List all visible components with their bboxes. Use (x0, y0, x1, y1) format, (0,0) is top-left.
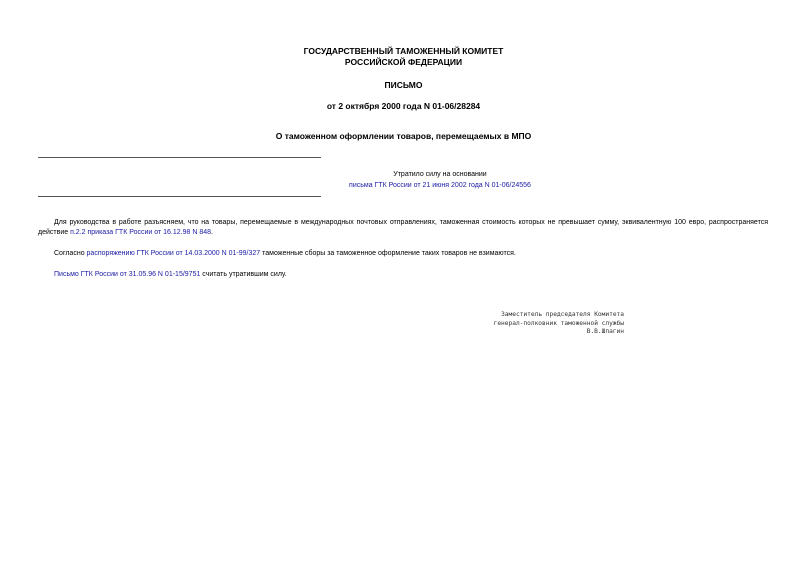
bottom-divider (38, 196, 321, 197)
signature-block (440, 311, 624, 337)
document-subject: О таможенном оформлении товаров, перемещаемых в МПО (275, 131, 532, 141)
decree-327-link[interactable]: распоряжению ГТК России от 14.03.2000 N 01-99/327 (86, 250, 261, 257)
paragraph-3: Письмо ГТК России от 31.05.96 N 01-15/9751 считать утратившим силу. (54, 271, 287, 278)
paragraph-1-text: Для руководства в работе разъясняем, что на товары, перемещаемые в международных почтовых отправлениях, таможенная стоимость которых не превышает сумму, эквивалентную 100 евро, распространяется действие (38, 219, 768, 236)
order-848-link[interactable]: п.2.2 приказа ГТК России от 16.12.98 N 848 (70, 229, 212, 236)
signatory-name: В.В.Шпагин (586, 328, 624, 335)
document-type: ПИСЬМО (384, 80, 423, 90)
document-date-number: от 2 октября 2000 года N 01-06/28284 (326, 101, 481, 111)
top-divider (38, 157, 321, 158)
repeal-notice (240, 169, 640, 191)
letter-9751-link[interactable]: Письмо ГТК России от 31.05.96 N 01-15/9751 (54, 271, 201, 278)
paragraph-2: Согласно распоряжению ГТК России от 14.03.2000 N 01-99/327 таможенные сборы за таможенное оформление таких товаров не взимаются. (54, 250, 516, 257)
paragraph-1: Для руководства в работе разъясняем, что на товары, перемещаемые в международных почтовых отправлениях, таможенная стоимость которых не превышает сумму, эквивалентную 100 евро, распространяется действие п.2.2 приказа ГТК России от 16.12.98 N 848. (38, 219, 768, 236)
signatory-rank: генерал-полковник таможенной службы (493, 319, 624, 327)
issuer-name-line2: РОССИЙСКОЙ ФЕДЕРАЦИИ (344, 57, 463, 67)
signatory-position: Заместитель председателя Комитета (501, 311, 624, 318)
repeal-basis-link[interactable]: письма ГТК России от 21 июня 2002 года N 01-06/24556 (349, 182, 531, 189)
repeal-notice-text: Утратило силу на основании (393, 171, 487, 178)
issuer-name-line1: ГОСУДАРСТВЕННЫЙ ТАМОЖЕННЫЙ КОМИТЕТ (303, 46, 504, 56)
